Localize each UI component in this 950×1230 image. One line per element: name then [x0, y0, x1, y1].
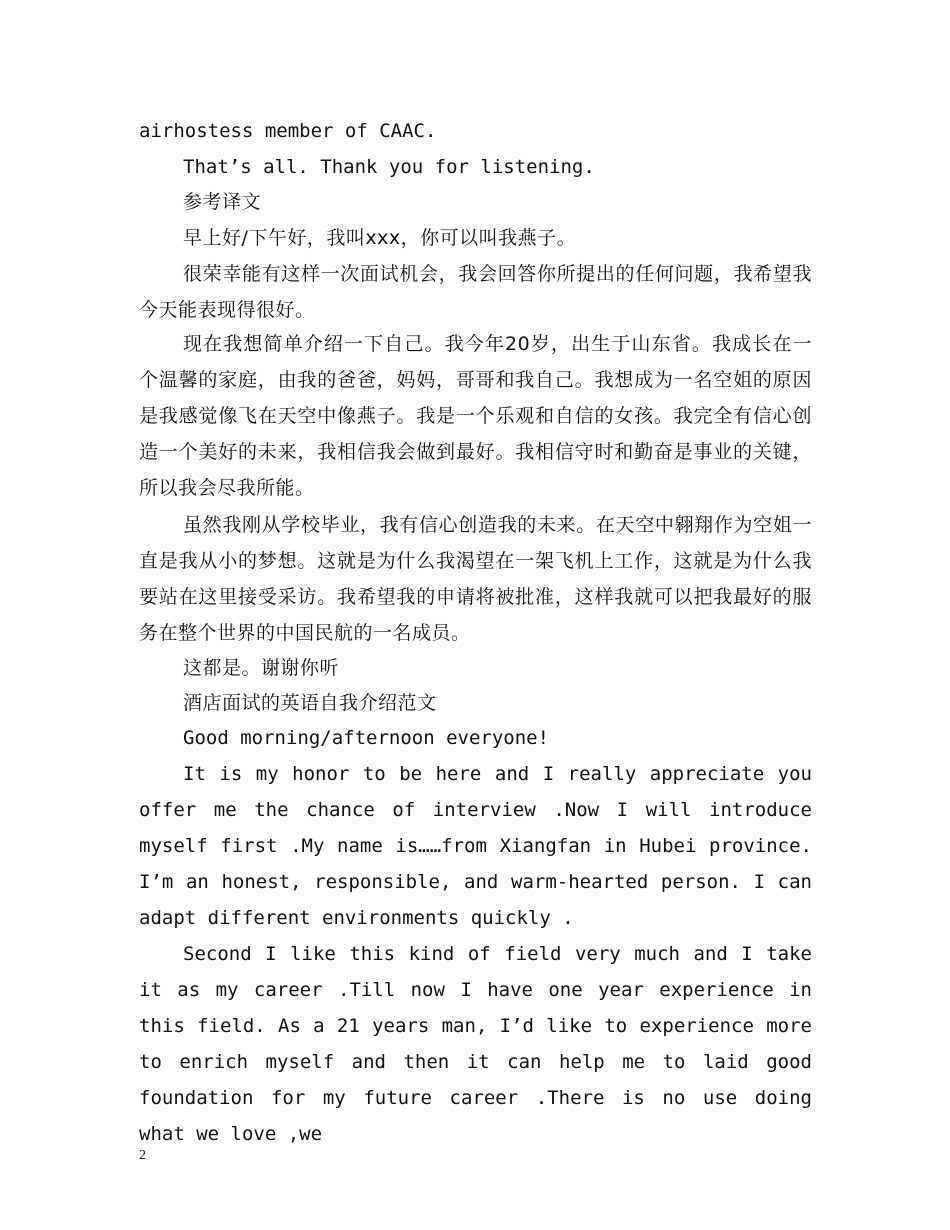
paragraph-career: Second I like this kind of field very much and I take it as my career .Till now I have one year experience in this field. As a 21 years man, I’d like to experience more to enrich myself and then it can help me to laid good foundation for my future career .There is no use doing what we love ,we — [139, 943, 812, 1145]
paragraph-closing: That’s all. Thank you for listening. — [183, 156, 595, 178]
translation-heading: 参考译文 — [183, 191, 262, 213]
paragraph-continuation: airhostess member of CAAC. — [139, 120, 437, 142]
section-heading-hotel-interview: 酒店面试的英语自我介绍范文 — [183, 692, 437, 714]
translation-greeting: 早上好/下午好，我叫xxx，你可以叫我燕子。 — [183, 227, 577, 249]
translation-closing: 这都是。谢谢你听 — [183, 657, 340, 679]
translation-honor: 很荣幸能有这样一次面试机会，我会回答你所提出的任何问题，我希望我今天能表现得很好。 — [139, 263, 812, 321]
paragraph-greeting: Good morning/afternoon everyone! — [183, 727, 550, 749]
translation-self-intro: 现在我想简单介绍一下自己。我今年20岁，出生于山东省。我成长在一个温馨的家庭，由我的爸爸，妈妈，哥哥和我自己。我想成为一名空姐的原因是我感觉像飞在天空中像燕子。我是一个乐观和自信的女孩。我完全有信心创造一个美好的未来，我相信我会做到最好。我相信守时和勤奋是事业的关键，所以我会尽我所能。 — [139, 333, 812, 499]
page-number: 2 — [139, 1148, 146, 1163]
paragraph-introduction: It is my honor to be here and I really appreciate you offer me the chance of interview .Now I will introduce myself first .My name is……from Xiangfan in Hubei province. I’m an honest, responsible, and warm-hearted person. I can adapt different environments quickly . — [139, 763, 812, 929]
translation-dream: 虽然我刚从学校毕业，我有信心创造我的未来。在天空中翱翔作为空姐一直是我从小的梦想。这就是为什么我渴望在一架飞机上工作，这就是为什么我要站在这里接受采访。我希望我的申请将被批准，这样我就可以把我最好的服务在整个世界的中国民航的一名成员。 — [139, 514, 812, 644]
